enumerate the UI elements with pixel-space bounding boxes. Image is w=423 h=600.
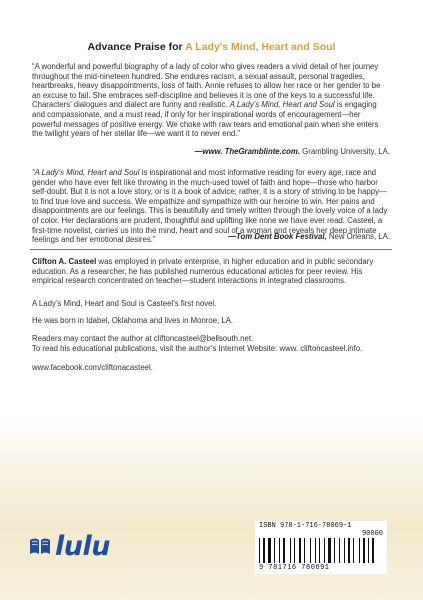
- barcode-bar: [281, 538, 282, 563]
- review-1-location: Grambling University, LA.: [300, 147, 390, 156]
- barcode-bar: [304, 538, 305, 563]
- barcode-bar: [324, 538, 325, 563]
- review-2-attribution: [228, 232, 390, 241]
- barcode-bar: [344, 538, 345, 563]
- barcode-bar: [274, 538, 275, 563]
- barcode-bar: [312, 538, 314, 563]
- barcode-bar: [259, 538, 260, 563]
- barcode-bar: [341, 538, 343, 563]
- barcode-bar: [353, 538, 354, 563]
- contact-website: To read his educational publications, visit the author’s Internet Website: www. cliftoncasteel.info.: [32, 344, 363, 353]
- author-bio: [32, 257, 390, 286]
- review-2-book-title: “A Lady’s Mind, Heart and Soul: [32, 168, 140, 177]
- barcode-bar: [339, 538, 340, 563]
- isbn-barcode: [255, 521, 387, 574]
- book-title: A Lady's Mind, Heart and Soul: [185, 41, 336, 53]
- bio-paragraph-1: was employed in private enterprise, in higher education and in public secondary education. As a researcher, he has published numerous educational articles for peer review. His empirical research concentrated on teacher—student interactions in integrated classrooms.: [32, 257, 374, 286]
- barcode-bar: [348, 538, 350, 563]
- barcode-bar: [310, 538, 311, 563]
- barcode-bar: [361, 538, 362, 563]
- barcode-bar: [261, 538, 262, 563]
- barcode-bar: [299, 538, 301, 563]
- barcode-bar: [334, 538, 335, 563]
- ean-number: 9 781716 780691: [259, 564, 330, 572]
- barcode-bar: [286, 538, 289, 563]
- barcode-bar: [317, 538, 318, 563]
- barcode-bar: [319, 538, 320, 563]
- barcode-bar: [346, 538, 347, 563]
- barcode-bar: [276, 538, 278, 563]
- barcode-bar: [302, 538, 303, 563]
- barcode-bar: [332, 538, 333, 563]
- barcode-bar: [359, 538, 360, 563]
- review-1-source: —www. TheGramblinte.com.: [194, 147, 301, 156]
- lulu-wordmark: lulu: [55, 530, 110, 562]
- contact-facebook: www.facebook.com/cliftonacasteel.: [32, 363, 153, 372]
- barcode-bar: [351, 538, 352, 563]
- bio-paragraph-2: A Lady’s Mind, Heart and Soul is Casteel’s first novel.: [32, 299, 217, 308]
- review-2-part-2: is inspirational and most informative reading for every age, race and gender who have ever felt like throwing in the much-used towel of faith and hope—those who harbor self-doubt. But it is not a love story, or is it a book of advice; rather, it is a story of striving to be happy—to find true love and success. We empathize and sympathize with our heroine to win. Her pains and disappointments are our feelings. This is beautifully and timely written through the lovely voice of a lady of color. Her declarations are prudent, thoughtful and uplifting like none we have ever read. Casteel, a first-time novelist, carries us into the mind, heart and soul of a woman and reveals her deep intimate feelings and her emotional desires.”: [32, 168, 388, 245]
- review-1-text: [32, 62, 390, 139]
- lulu-book-icon: [28, 534, 52, 558]
- review-2-location: New Orleans, LA.: [326, 232, 390, 241]
- barcode-bar: [326, 538, 327, 563]
- barcode-bar: [266, 538, 267, 563]
- review-1-part-1: “A wonderful and powerful biography of a lady of color who gives readers a vivid detail of her journey throughout the mid-nineteen hundred. She endures racism, a sexual assault, personal tragedies, heartbreaks, heavy disappointments, loss of faith. Annie refuses to allow her race or her gender to be an excuse to fail. She embraces self-discipline and believes it is one of the keys to a successful life. Characters’ dialogues and dialect are funny and realistic.: [32, 62, 381, 110]
- barcode-bar: [336, 538, 338, 563]
- barcode-bar: [294, 538, 295, 563]
- barcode-bar: [370, 538, 371, 563]
- isbn-number: ISBN 978-1-716-78069-1: [259, 522, 352, 530]
- barcode-bar: [296, 538, 298, 563]
- barcode-bar: [375, 538, 376, 563]
- price-code: 90000: [361, 530, 383, 538]
- barcode-bar: [355, 538, 358, 563]
- barcode-bar: [290, 538, 291, 563]
- barcode-bar: [272, 538, 273, 563]
- barcode-bar: [279, 538, 280, 563]
- barcode-bar: [283, 538, 285, 563]
- barcode-bar: [372, 538, 374, 563]
- bio-paragraph-3: He was born in Idabel, Oklahoma and lives in Monroe, LA.: [32, 316, 234, 325]
- author-name: Clifton A. Casteel: [32, 257, 97, 266]
- review-2-source: —Tom Dent Book Festival,: [228, 232, 327, 241]
- barcode-bar: [328, 538, 331, 563]
- review-1-book-title: A Lady’s Mind, Heart and Soul: [229, 100, 335, 110]
- barcode-bar: [263, 538, 265, 563]
- barcode-bar: [363, 538, 365, 563]
- page-title: [0, 41, 423, 53]
- contact-email: Readers may contact the author at cliftoncasteel@bellsouth.net.: [32, 334, 254, 343]
- review-1-attribution: [195, 147, 390, 156]
- barcode-bar: [321, 538, 323, 563]
- barcode-bar: [368, 538, 369, 563]
- lulu-logo: [28, 531, 110, 561]
- section-divider: [30, 249, 392, 250]
- barcode-bar: [292, 538, 293, 563]
- title-prefix: Advance Praise for: [87, 41, 186, 53]
- review-1-part-2: is engaging and compassionate, and a must read, if only for her inspirational words of encouragement—her powerful messages of positive energy. We choke with raw tears and emotional pain when she enters the twilight years of her stellar life—we want it to never end.”: [32, 100, 379, 139]
- barcode-bar: [268, 538, 271, 563]
- barcode-bars: [259, 538, 383, 563]
- barcode-bar: [306, 538, 309, 563]
- barcode-bar: [366, 538, 367, 563]
- barcode-bar: [315, 538, 316, 563]
